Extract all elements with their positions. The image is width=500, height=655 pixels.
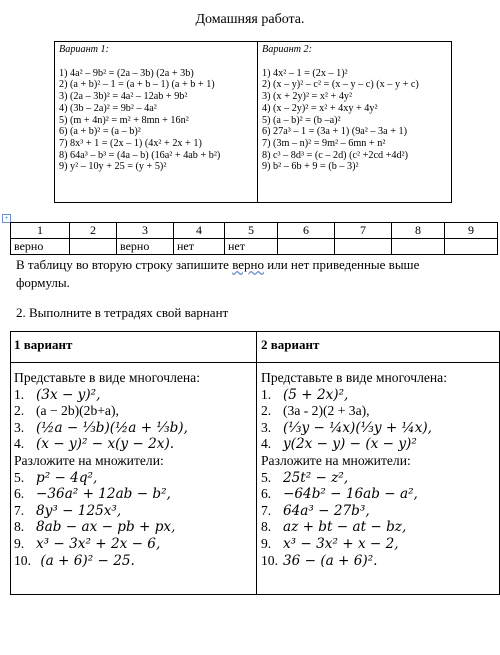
answer-cell[interactable] (335, 239, 392, 255)
task-expression: az + bt − at − bz, (283, 519, 407, 536)
task-section-heading (14, 370, 200, 387)
tasks-table (10, 331, 500, 595)
answers-header-cell: 4 (174, 223, 225, 239)
task-number: 10. (261, 552, 278, 568)
variants-table (54, 41, 452, 203)
task-expression: (5 + 2x)², (283, 386, 349, 403)
task-item (261, 536, 447, 553)
variant-2-tasks (261, 370, 447, 569)
task-item (14, 553, 200, 570)
variant-2-heading: Вариант 2: (262, 44, 313, 55)
task-number: 7. (14, 502, 25, 518)
task-number: 6. (261, 486, 272, 502)
column-divider (256, 332, 257, 594)
answer-cell[interactable] (278, 239, 335, 255)
variant-2-header: 2 вариант (261, 337, 320, 352)
answer-cell[interactable]: верно (117, 239, 174, 255)
answers-header-cell: 6 (278, 223, 335, 239)
variant-1-heading: Вариант 1: (59, 44, 110, 55)
task-item (261, 470, 447, 487)
task-expression: 64a³ − 27b³, (283, 502, 370, 519)
task-number: 10. (14, 552, 31, 568)
task-expression: (⅓y − ¼x)(⅓y + ¼x), (283, 419, 432, 436)
answers-header-cell: 3 (117, 223, 174, 239)
task-number: 2. (14, 403, 25, 419)
answers-row (11, 239, 498, 255)
task-item (14, 403, 200, 420)
formula-item: 8) 64a³ – b³ = (4a – b) (16a² + 4ab + b²) (59, 149, 221, 161)
answer-cell[interactable]: нет (174, 239, 225, 255)
task-item (261, 519, 447, 536)
task-expression: 8ab − ax − pb + px, (36, 519, 176, 536)
task-expression: 8y³ − 125x³, (36, 502, 122, 519)
task-item (261, 553, 447, 570)
task-item (261, 436, 447, 453)
answers-header-row (11, 223, 498, 239)
task-expression: Разложите на множители: (261, 452, 411, 468)
header-divider (11, 362, 499, 363)
answers-header-cell: 9 (445, 223, 498, 239)
task-number: 4. (261, 436, 272, 452)
formula-item: 6) 27a³ – 1 = (3a + 1) (9a² – 3a + 1) (262, 126, 407, 138)
answer-cell[interactable]: нет (225, 239, 278, 255)
task-expression: 36 − (a + 6)². (283, 552, 378, 569)
formula-item: 8) c³ – 8d³ = (c – 2d) (c² +2cd +4d²) (262, 149, 409, 161)
task-item (261, 503, 447, 520)
instruction-2: 2. Выполните в тетрадях свой варнант (16, 305, 229, 320)
answers-header-cell: 8 (392, 223, 445, 239)
instruction-1-text-end: или нет приведенные выше формулы. (16, 257, 420, 290)
task-number: 2. (261, 403, 272, 419)
task-item (261, 403, 447, 420)
formula-item: 3) (2a – 3b)² = 4a² – 12ab + 9b² (59, 91, 188, 103)
variant-1-header: 1 вариант (14, 337, 73, 352)
task-number: 1. (14, 386, 25, 402)
task-expression: Представьте в виде многочлена: (14, 370, 200, 385)
task-number: 3. (14, 419, 25, 435)
formula-item: 9) y² – 10y + 25 = (y + 5)² (59, 161, 167, 173)
task-item (14, 503, 200, 520)
formula-item: 4) (3b – 2a)² = 9b² – 4a² (59, 102, 157, 114)
formula-item: 7) 8x³ + 1 = (2x – 1) (4x² + 2x + 1) (59, 137, 202, 149)
task-number: 9. (261, 535, 272, 551)
answers-table (10, 222, 498, 255)
task-expression: −64b² − 16ab − a², (283, 486, 418, 503)
formula-item: 9) b² – 6b + 9 = (b – 3)² (262, 161, 359, 173)
task-expression: (x − y)² − x(y − 2x). (36, 436, 175, 453)
task-expression: (½a − ⅓b)(½a + ⅓b), (36, 419, 188, 436)
formula-item: 2) (x – y)² – c² = (x – y – c) (x – y + c) (262, 79, 419, 91)
formula-item: 6) (a + b)² = (a – b)² (59, 126, 141, 138)
task-item (14, 436, 200, 453)
task-item (261, 387, 447, 404)
task-number: 6. (14, 486, 25, 502)
formula-item: 5) (a – b)² = (b –a)² (262, 114, 341, 126)
formula-item: 4) (x – 2y)² = x² + 4xy + 4y² (262, 102, 378, 114)
task-number: 3. (261, 419, 272, 435)
answers-header-cell: 1 (11, 223, 70, 239)
formula-item: 1) 4x² – 1 = (2x – 1)² (262, 67, 348, 79)
task-number: 4. (14, 436, 25, 452)
task-item (14, 486, 200, 503)
formula-item: 5) (m + 4n)² = m² + 8mn + 16n² (59, 114, 189, 126)
task-expression: Представьте в виде многочлена: (261, 370, 447, 385)
formula-item: 3) (x + 2y)² = x² + 4y² (262, 91, 353, 103)
task-expression: Разложите на множители: (14, 452, 164, 468)
instruction-1 (16, 256, 468, 292)
task-item (261, 420, 447, 437)
task-expression: 25t² − z², (283, 469, 349, 486)
task-number: 1. (261, 386, 272, 402)
variant-2-column (258, 42, 455, 202)
instruction-1-text: В таблицу во вторую строку запишите (16, 257, 233, 272)
task-section-heading (261, 453, 447, 470)
answer-cell[interactable] (70, 239, 117, 255)
answer-cell[interactable] (392, 239, 445, 255)
variant-1-tasks (14, 370, 200, 569)
task-item (14, 420, 200, 437)
variant-2-list (262, 68, 455, 173)
task-item (261, 486, 447, 503)
answers-header-cell: 2 (70, 223, 117, 239)
task-expression: y(2x − y) − (x − y)² (283, 436, 417, 453)
task-expression: (3a - 2)(2 + 3a), (283, 403, 370, 419)
variant-1-list (59, 68, 259, 173)
answers-header-cell: 7 (335, 223, 392, 239)
task-section-heading (261, 370, 447, 387)
task-item (14, 470, 200, 487)
formula-item: 1) 4a² – 9b² = (2a – 3b) (2a + 3b) (59, 67, 194, 79)
task-expression: −36a² + 12ab − b², (36, 486, 171, 503)
variant-1-column (55, 42, 259, 202)
task-section-heading (14, 453, 200, 470)
task-expression: x³ − 3x² + x − 2, (283, 535, 399, 552)
task-number: 9. (14, 535, 25, 551)
answer-cell[interactable] (445, 239, 498, 255)
task-number: 5. (261, 469, 272, 485)
answers-header-cell: 5 (225, 223, 278, 239)
formula-item: 7) (3m – n)² = 9m² – 6mn + n² (262, 137, 386, 149)
page-title: Домашняя работа. (195, 12, 305, 27)
instruction-1-flagged-word: верно (232, 257, 264, 272)
task-expression: (a + 6)² − 25. (36, 552, 135, 569)
task-expression: p² − 4q², (36, 469, 98, 486)
task-item (14, 536, 200, 553)
task-expression: (a − 2b)(2b+a), (36, 403, 119, 419)
table-move-handle-icon[interactable]: + (2, 214, 11, 223)
task-number: 5. (14, 469, 25, 485)
task-item (14, 519, 200, 536)
task-number: 8. (14, 519, 25, 535)
task-expression: x³ − 3x² + 2x − 6, (36, 535, 161, 552)
task-expression: (3x − y)², (36, 386, 101, 403)
task-number: 7. (261, 502, 272, 518)
answer-cell[interactable]: верно (11, 239, 70, 255)
formula-item: 2) (a + b)² – 1 = (a + b – 1) (a + b + 1) (59, 79, 215, 91)
task-item (14, 387, 200, 404)
task-number: 8. (261, 519, 272, 535)
